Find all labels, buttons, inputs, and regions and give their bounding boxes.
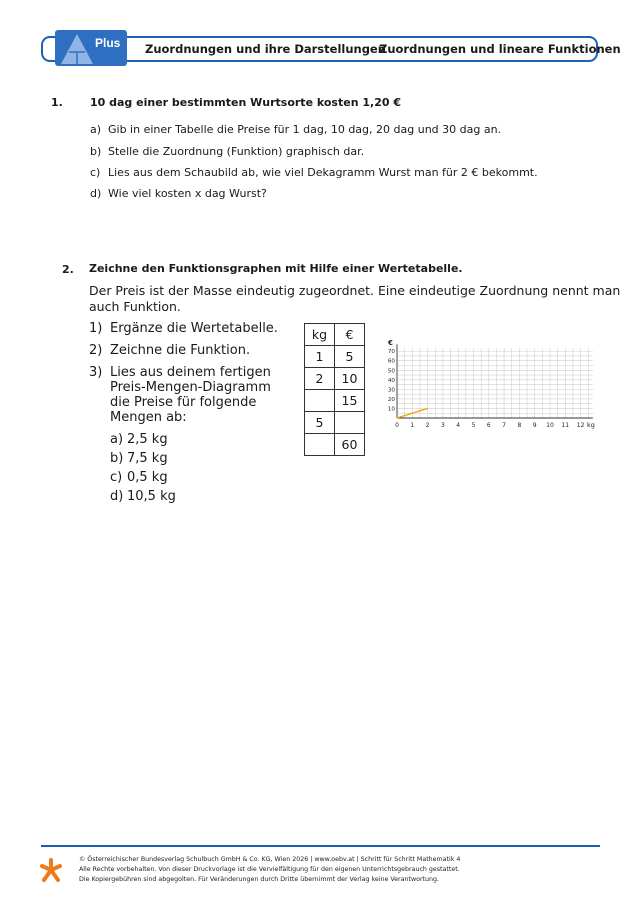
subitem-a-text: 2,5 kg (127, 432, 168, 447)
x-tick-label: 10 (546, 422, 554, 429)
task2-title: Zeichne den Funktionsgraphen mit Hilfe einer Wertetabelle. (89, 262, 463, 275)
table-row (305, 368, 365, 390)
value-table-header-row (305, 324, 365, 346)
task1-number: 1. (51, 96, 63, 109)
value-table-header-euro: € (335, 324, 365, 346)
x-tick-label: 7 (502, 422, 507, 429)
price-mass-chart (380, 335, 600, 435)
publisher-logo-icon (39, 857, 63, 883)
x-tick-label: 0 (395, 422, 399, 429)
task2-intro-line1: Der Preis ist der Masse eindeutig zugeordnet. Eine eindeutige Zuordnung nennt man (89, 283, 621, 298)
task2-number: 2. (62, 263, 74, 276)
table-cell: 10 (335, 368, 365, 390)
step1-label: 1) (89, 321, 103, 336)
task1-item-c-label: c) (90, 166, 101, 179)
chart-y-axis-label: € (388, 339, 393, 347)
subitem-c-text: 0,5 kg (127, 470, 168, 485)
subitem-b-text: 7,5 kg (127, 451, 168, 466)
value-table-header-kg: kg (305, 324, 335, 346)
table-row (305, 346, 365, 368)
x-tick-label: 3 (440, 422, 445, 429)
step2-text: Zeichne die Funktion. (110, 343, 251, 358)
table-cell: 15 (335, 390, 365, 412)
table-cell (305, 434, 335, 456)
x-tick-label: 11 (561, 422, 570, 429)
x-tick-label: 2 (425, 422, 430, 429)
chart-x-axis-label: kg (587, 421, 595, 429)
footer-line3: Die Kopiergebühren sind abgegolten. Für Veränderungen durch Dritte übernimmt der Verlag keine Verantwortung. (79, 875, 439, 883)
value-table (304, 323, 365, 456)
subitem-d-text: 10,5 kg (127, 489, 176, 504)
footer-line (41, 845, 600, 847)
table-row (305, 434, 365, 456)
table-cell: 60 (335, 434, 365, 456)
step3-line2: Preis-Mengen-Diagramm (110, 380, 271, 395)
table-row (305, 412, 365, 434)
table-cell: 2 (305, 368, 335, 390)
x-tick-label: 1 (410, 422, 415, 429)
x-tick-label: 5 (471, 422, 476, 429)
y-tick-label: 20 (387, 396, 395, 403)
step3-line1: Lies aus deinem fertigen (110, 365, 271, 380)
y-tick-label: 10 (387, 406, 395, 413)
y-tick-label: 30 (387, 387, 395, 394)
footer-line1: © Österreichischer Bundesverlag Schulbuch GmbH & Co. KG, Wien 2026 | www.oebv.at | Schritt für Schritt Mathematik 4 (79, 856, 461, 863)
table-row (305, 390, 365, 412)
chart-axes (397, 344, 593, 418)
plus-logo (55, 30, 127, 66)
header-right-title: Zuordnungen und lineare Funktionen (379, 42, 621, 56)
header-left-title: Zuordnungen und ihre Darstellungen (145, 42, 386, 56)
task1-item-a-label: a) (90, 123, 102, 136)
table-cell: 5 (305, 412, 335, 434)
table-cell (305, 390, 335, 412)
subitem-c-label: c) (110, 470, 123, 485)
subitem-a-label: a) (110, 432, 124, 447)
task1-item-d-label: d) (90, 187, 102, 200)
subitem-d-label: d) (110, 489, 124, 504)
table-cell (335, 412, 365, 434)
task1-item-b-text: Stelle die Zuordnung (Funktion) graphisch dar. (108, 145, 365, 158)
step2-label: 2) (89, 343, 103, 358)
logo-text: Plus (95, 36, 121, 50)
footer-text (79, 855, 460, 884)
task1-item-b-label: b) (90, 145, 102, 158)
footer-line2: Alle Rechte vorbehalten. Von dieser Druckvorlage ist die Vervielfältigung für den eigenen Unterrichtsgebrauch gestattet. (79, 865, 460, 873)
step3-line3: die Preise für folgende (110, 395, 257, 410)
task1-item-c-text: Lies aus dem Schaubild ab, wie viel Dekagramm Wurst man für 2 € bekommt. (108, 166, 538, 179)
table-cell: 5 (335, 346, 365, 368)
x-tick-label: 9 (532, 422, 537, 429)
task1-item-a-text: Gib in einer Tabelle die Preise für 1 dag, 10 dag, 20 dag und 30 dag an. (108, 123, 502, 136)
x-tick-label: 6 (486, 422, 491, 429)
chart-grid (397, 348, 593, 418)
task1-item-d-text: Wie viel kosten x dag Wurst? (108, 187, 267, 200)
y-tick-label: 60 (387, 358, 395, 365)
step1-text: Ergänze die Wertetabelle. (110, 321, 278, 336)
subitem-b-label: b) (110, 451, 124, 466)
y-tick-label: 50 (387, 368, 395, 375)
task2-intro-line2: auch Funktion. (89, 299, 181, 314)
x-tick-label: 8 (517, 422, 522, 429)
task1-title: 10 dag einer bestimmten Wurtsorte kosten 1,20 € (90, 96, 401, 109)
y-tick-label: 40 (387, 377, 395, 384)
x-tick-label: 12 (576, 422, 585, 429)
table-cell: 1 (305, 346, 335, 368)
step3-line4: Mengen ab: (110, 410, 187, 425)
chart-ticks (388, 349, 585, 429)
y-tick-label: 70 (387, 349, 395, 356)
step3-label: 3) (89, 365, 103, 380)
x-tick-label: 4 (456, 422, 461, 429)
